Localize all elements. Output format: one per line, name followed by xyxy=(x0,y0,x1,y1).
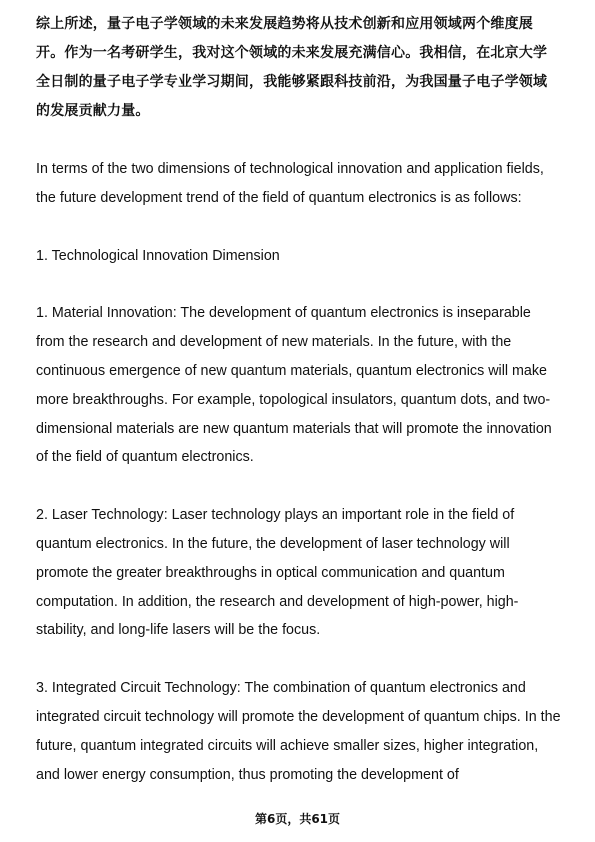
paragraph-spacer xyxy=(36,270,561,299)
list-item-integrated-circuit: 3. Integrated Circuit Technology: The combination of quantum electronics and integrated circuit technology will promote the development of quantum chips. In the future, quantum integrated circuits will achieve smaller sizes, higher integration, and lower energy consumption, thus promoting the development of xyxy=(36,680,561,783)
paragraph-spacer xyxy=(36,213,561,242)
list-item-material-innovation: 1. Material Innovation: The development of quantum electronics is inseparable from the research and development of new materials. In the future, with the continuous emergence of new quantum materials, quantum electronics will make more breakthroughs. For example, topological insulators, quantum dots, and two-dimensional materials are new quantum materials that will promote the innovation of the field of quantum electronics. xyxy=(36,305,552,466)
page-number-footer: 第6页，共61页 xyxy=(254,812,341,826)
intro-paragraph: In terms of the two dimensions of technological innovation and application fields, the future development trend of the field of quantum electronics is as follows: xyxy=(36,161,544,206)
paragraph-spacer xyxy=(36,126,561,155)
list-item-laser-technology: 2. Laser Technology: Laser technology plays an important role in the field of quantum electronics. In the future, the development of laser technology will promote the greater breakthroughs in optical communication and quantum computation. In addition, the research and development of high-power, high-stability, and long-life lasers will be the focus. xyxy=(36,507,519,639)
paragraph-spacer xyxy=(36,645,561,674)
summary-paragraph-cn: 综上所述，量子电子学领域的未来发展趋势将从技术创新和应用领域两个维度展开。作为一名考研学生，我对这个领域的未来发展充满信心。我相信，在北京大学全日制的量子电子学专业学习期间，我能够紧跟科技前沿，为我国量子电子学领域的发展贡献力量。 xyxy=(36,16,548,119)
paragraph-spacer xyxy=(36,472,561,501)
section-heading: 1. Technological Innovation Dimension xyxy=(36,247,280,264)
document-body xyxy=(36,10,561,789)
